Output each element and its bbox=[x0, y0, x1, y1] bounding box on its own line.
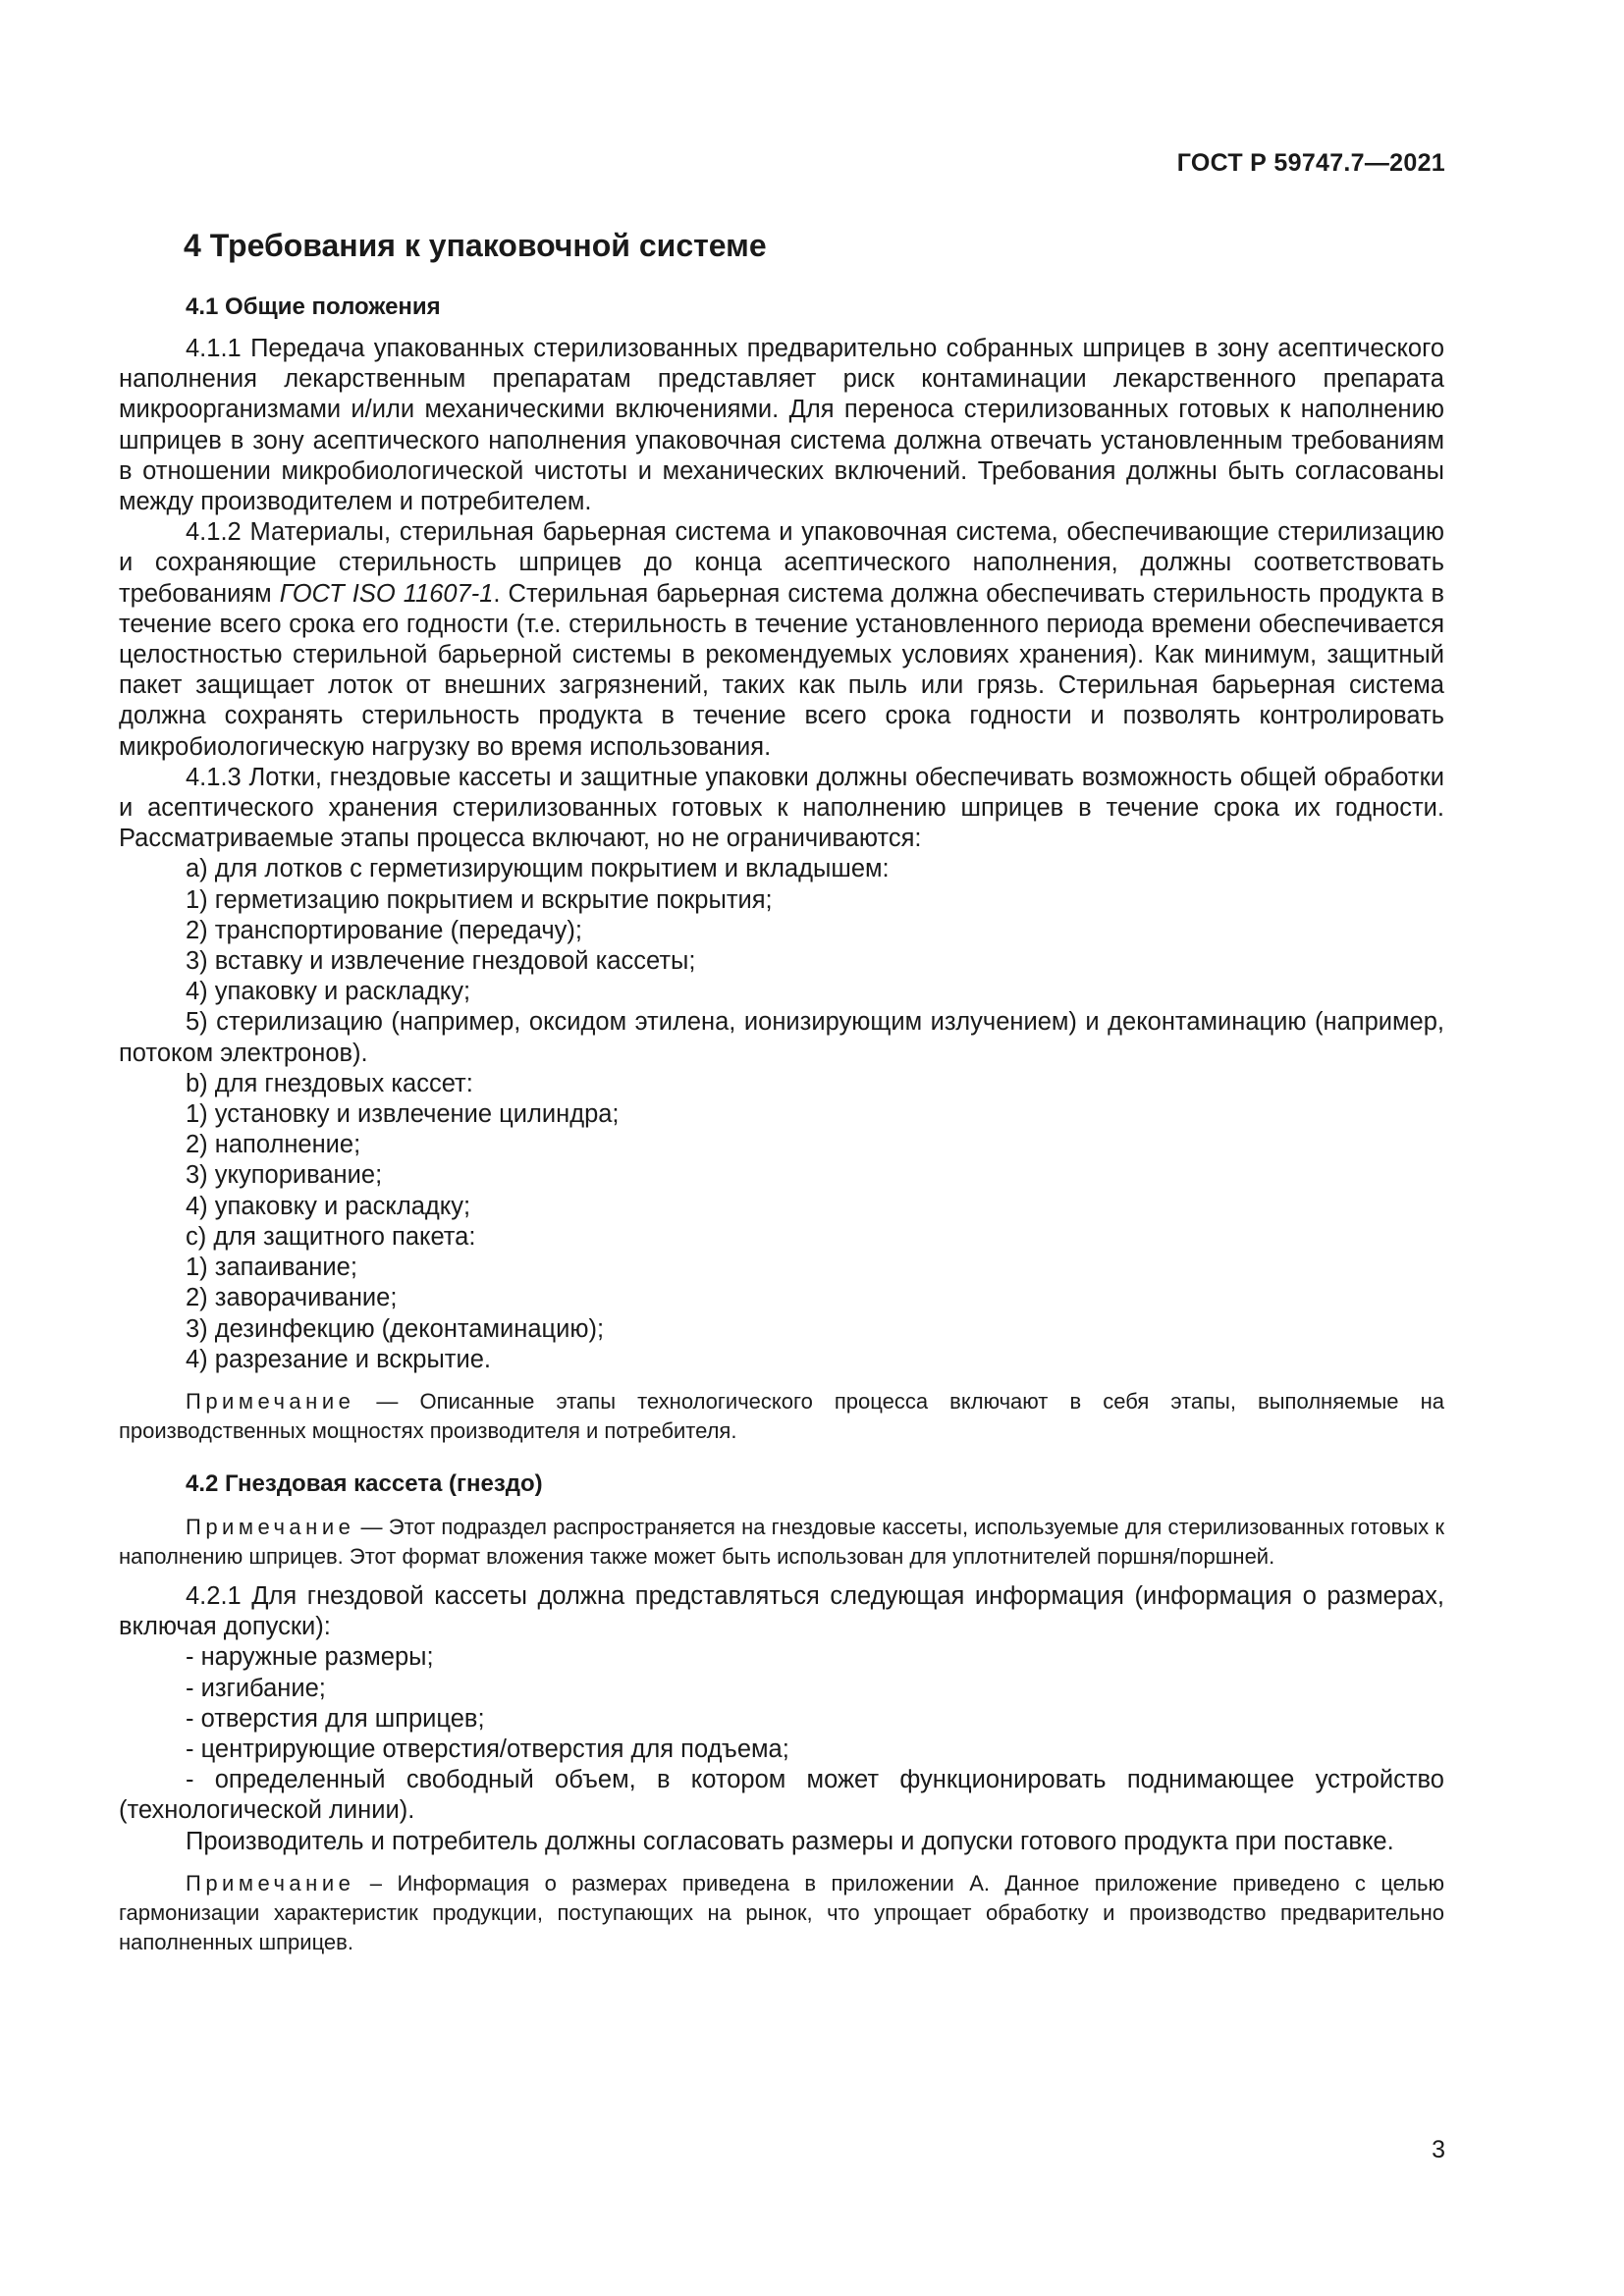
subsection-title-4-1: 4.1 Общие положения bbox=[186, 294, 441, 320]
list-item: 4) упаковку и раскладку; bbox=[186, 1192, 471, 1220]
note-text: – Информация о размерах приведена в приложении А. Данное приложение приведено с целью гармонизации характеристик продукции, поступающих на рынок, что упрощает обработку и производство предварительно наполненных шприцев. bbox=[119, 1870, 1444, 1954]
list-item: - отверстия для шприцев; bbox=[186, 1704, 485, 1733]
list-item: - изгибание; bbox=[186, 1674, 326, 1702]
list-item: 1) герметизацию покрытием и вскрытие покрытия; bbox=[186, 885, 773, 914]
note-2 bbox=[119, 1513, 1444, 1572]
paragraph-4-1-1: 4.1.1 Передача упакованных стерилизованных предварительно собранных шприцев в зону асептического наполнения лекарственным препаратам представляет риск контаминации лекарственного препарата микроорганизмами и/или механическими включениями. Для переноса стерилизованных готовых к наполнению шприцев в зону асептического наполнения упаковочная система должна отвечать установленным требованиям в отношении микробиологической чистоты и механических включений. Требования должны быть согласованы между производителем и потребителем. bbox=[119, 335, 1444, 516]
paragraph-4-1-2-end: . Стерильная барьерная система должна обеспечивать стерильность продукта в течение всего срока его годности (т.е. стерильность в течение установленного периода времени обеспечивается целостностью стерильной барьерной системы в рекомендуемых условиях хранения). Как минимум, защитный пакет защищает лоток от внешних загрязнений, таких как пыль или грязь. Стерильная барьерная система должна сохранять стерильность продукта в течение всего срока годности и позволять контролировать микробиологическую нагрузку во время использования. bbox=[119, 579, 1444, 761]
list-item: 3) укупоривание; bbox=[186, 1161, 383, 1190]
paragraph-4-1-2-start: 4.1.2 Материалы, стерильная барьерная система и упаковочная система, обеспечивающие стерилизацию и сохраняющие стерильность шприцев до конца асептического наполнения, должны соответствовать требованиям bbox=[119, 518, 1444, 608]
paragraph-4-1-2 bbox=[119, 517, 1444, 763]
list-item: c) для защитного пакета: bbox=[186, 1222, 476, 1251]
list-item: 2) заворачивание; bbox=[186, 1284, 398, 1312]
subsection-title-4-2: 4.2 Гнездовая кассета (гнездо) bbox=[186, 1469, 543, 1497]
note-label: Примечание bbox=[186, 1388, 355, 1414]
list-item: 1) установку и извлечение цилиндра; bbox=[186, 1100, 620, 1129]
note-label: Примечание bbox=[186, 1870, 355, 1896]
list-item: 2) наполнение; bbox=[186, 1131, 361, 1159]
document-code: ГОСТ Р 59747.7—2021 bbox=[1176, 149, 1445, 177]
note-label: Примечание bbox=[186, 1514, 355, 1539]
standard-reference: ГОСТ ISO 11607-1 bbox=[279, 579, 494, 608]
page-number: 3 bbox=[1432, 2136, 1445, 2163]
page-content bbox=[119, 224, 1444, 1967]
list-item: - центрирующие отверстия/отверстия для подъема; bbox=[186, 1735, 789, 1763]
section-title: 4 Требования к упаковочной системе bbox=[184, 228, 767, 263]
note-3 bbox=[119, 1869, 1444, 1957]
paragraph-agreement: Производитель и потребитель должны согласовать размеры и допуски готового продукта при поставке. bbox=[186, 1827, 1394, 1855]
paragraph-4-2-1: 4.2.1 Для гнездовой кассеты должна представляться следующая информация (информация о размерах, включая допуски): bbox=[119, 1581, 1444, 1641]
list-item: 2) транспортирование (передачу); bbox=[186, 916, 582, 944]
list-item: b) для гнездовых кассет: bbox=[186, 1069, 473, 1097]
note-1 bbox=[119, 1387, 1444, 1446]
list-item: - наружные размеры; bbox=[186, 1643, 434, 1672]
note-text: — Этот подраздел распространяется на гнездовые кассеты, используемые для стерилизованных готовых к наполнению шприцев. Этот формат вложения также может быть использован для уплотнителей поршня/поршней. bbox=[119, 1514, 1444, 1569]
list-item: 3) вставку и извлечение гнездовой кассеты; bbox=[186, 947, 696, 976]
list-item: 5) стерилизацию (например, оксидом этилена, ионизирующим излучением) и деконтаминацию (например, потоком электронов). bbox=[119, 1008, 1444, 1067]
list-item: 4) упаковку и раскладку; bbox=[186, 978, 471, 1006]
list-item: - определенный свободный объем, в котором может функционировать поднимающее устройство (технологической линии). bbox=[119, 1766, 1444, 1825]
list-item: a) для лотков с герметизирующим покрытием и вкладышем: bbox=[186, 855, 890, 883]
list-item: 1) запаивание; bbox=[186, 1254, 357, 1282]
list-item: 4) разрезание и вскрытие. bbox=[186, 1345, 491, 1373]
note-text: — Описанные этапы технологического процесса включают в себя этапы, выполняемые на производственных мощностях производителя и потребителя. bbox=[119, 1388, 1444, 1443]
paragraph-4-1-3: 4.1.3 Лотки, гнездовые кассеты и защитные упаковки должны обеспечивать возможность общей обработки и асептического хранения стерилизованных готовых к наполнению шприцев в течение срока их годности. Рассматриваемые этапы процесса включают, но не ограничиваются: bbox=[119, 763, 1444, 853]
list-item: 3) дезинфекцию (деконтаминацию); bbox=[186, 1314, 605, 1343]
